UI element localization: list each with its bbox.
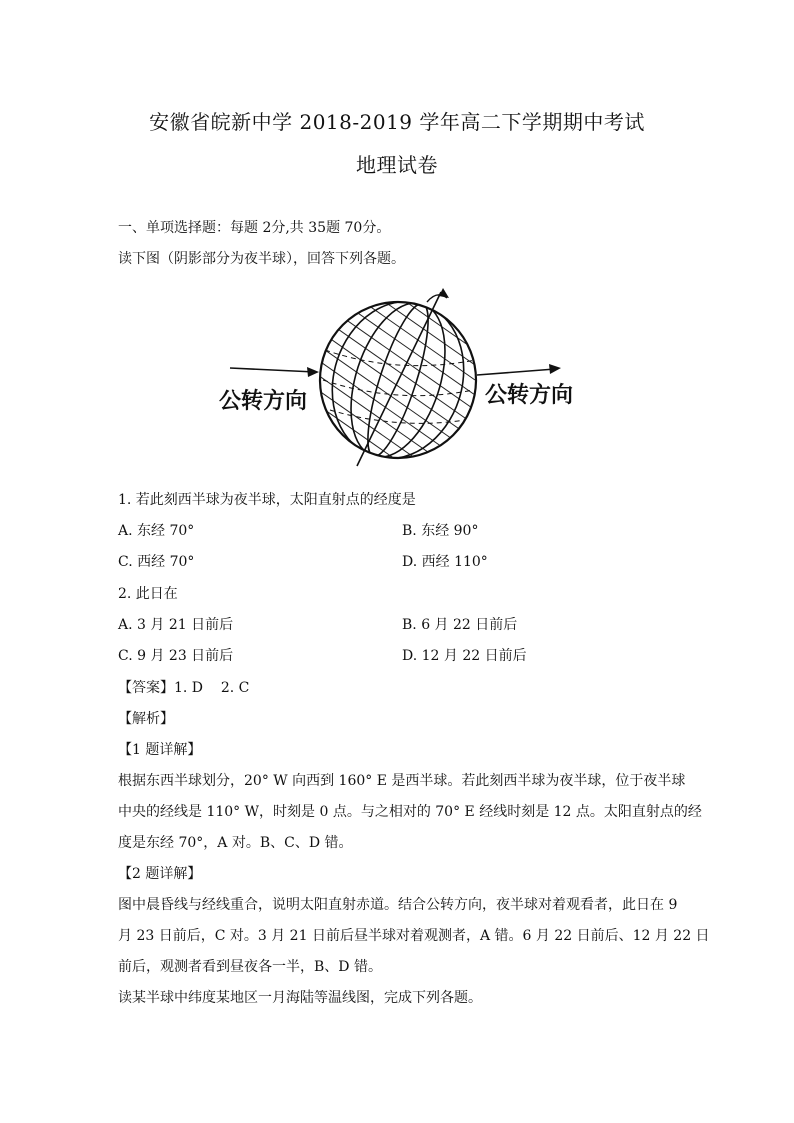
answer-line: 【答案】1. D 2. C xyxy=(118,680,250,696)
question-1-option-b: B. 东经 90° xyxy=(402,523,479,539)
question-1-stem: 1. 若此刻西半球为夜半球，太阳直射点的经度是 xyxy=(118,492,416,508)
right-arrowhead-icon xyxy=(549,364,561,374)
question-2-option-b: B. 6 月 22 日前后 xyxy=(402,617,518,633)
detail-2-heading: 【2 题详解】 xyxy=(118,866,202,882)
detail-1-heading: 【1 题详解】 xyxy=(118,742,202,758)
detail-2-line-1: 图中晨昏线与经线重合，说明太阳直射赤道。结合公转方向，夜半球对着观看者，此日在 9 xyxy=(118,897,678,913)
figure-label-left: 公转方向 xyxy=(219,388,308,414)
page-subtitle: 地理试卷 xyxy=(356,153,438,177)
question-2-stem: 2. 此日在 xyxy=(118,586,178,602)
left-arrowhead-icon xyxy=(307,367,319,377)
rotation-arrowhead-icon xyxy=(439,288,449,298)
figure-intro: 读下图（阴影部分为夜半球），回答下列各题。 xyxy=(118,251,405,267)
question-1-option-a: A. 东经 70° xyxy=(118,523,195,539)
question-1-option-d: D. 西经 110° xyxy=(402,554,488,570)
detail-2-line-2: 月 23 日前后，C 对。3 月 21 日前后昼半球对着观测者，A 错。6 月 22 日前后、12 月 22 日 xyxy=(118,928,710,944)
detail-1-line-2: 中央的经线是 110° W，时刻是 0 点。与之相对的 70° E 经线时刻是 12 点。太阳直射点的经 xyxy=(118,804,702,820)
question-2-option-a: A. 3 月 21 日前后 xyxy=(118,617,234,633)
meridians xyxy=(312,284,483,470)
page-title: 安徽省皖新中学 2018-2019 学年高二下学期期中考试 xyxy=(149,110,645,134)
right-arrow-line xyxy=(477,369,555,375)
detail-1-line-1: 根据东西半球划分，20° W 向西到 160° E 是西半球。若此刻西半球为夜半球，位于夜半球 xyxy=(118,773,686,789)
figure-label-right: 公转方向 xyxy=(485,382,574,408)
question-2-option-d: D. 12 月 22 日前后 xyxy=(402,648,527,664)
detail-2-line-3: 前后，观测者看到昼夜各一半，B、D 错。 xyxy=(118,959,382,975)
question-1-option-c: C. 西经 70° xyxy=(118,554,195,570)
earth-axis xyxy=(357,292,441,466)
section-heading: 一、单项选择题：每题 2分,共 35题 70分。 xyxy=(118,220,391,236)
question-2-option-c: C. 9 月 23 日前后 xyxy=(118,648,234,664)
analysis-heading: 【解析】 xyxy=(118,711,174,727)
left-arrow-line xyxy=(230,368,315,372)
detail-1-line-3: 度是东经 70°，A 对。B、C、D 错。 xyxy=(118,835,353,851)
next-section-intro: 读某半球中纬度某地区一月海陆等温线图，完成下列各题。 xyxy=(118,990,482,1006)
globe-figure xyxy=(215,280,585,470)
globe-diagram xyxy=(215,280,585,470)
